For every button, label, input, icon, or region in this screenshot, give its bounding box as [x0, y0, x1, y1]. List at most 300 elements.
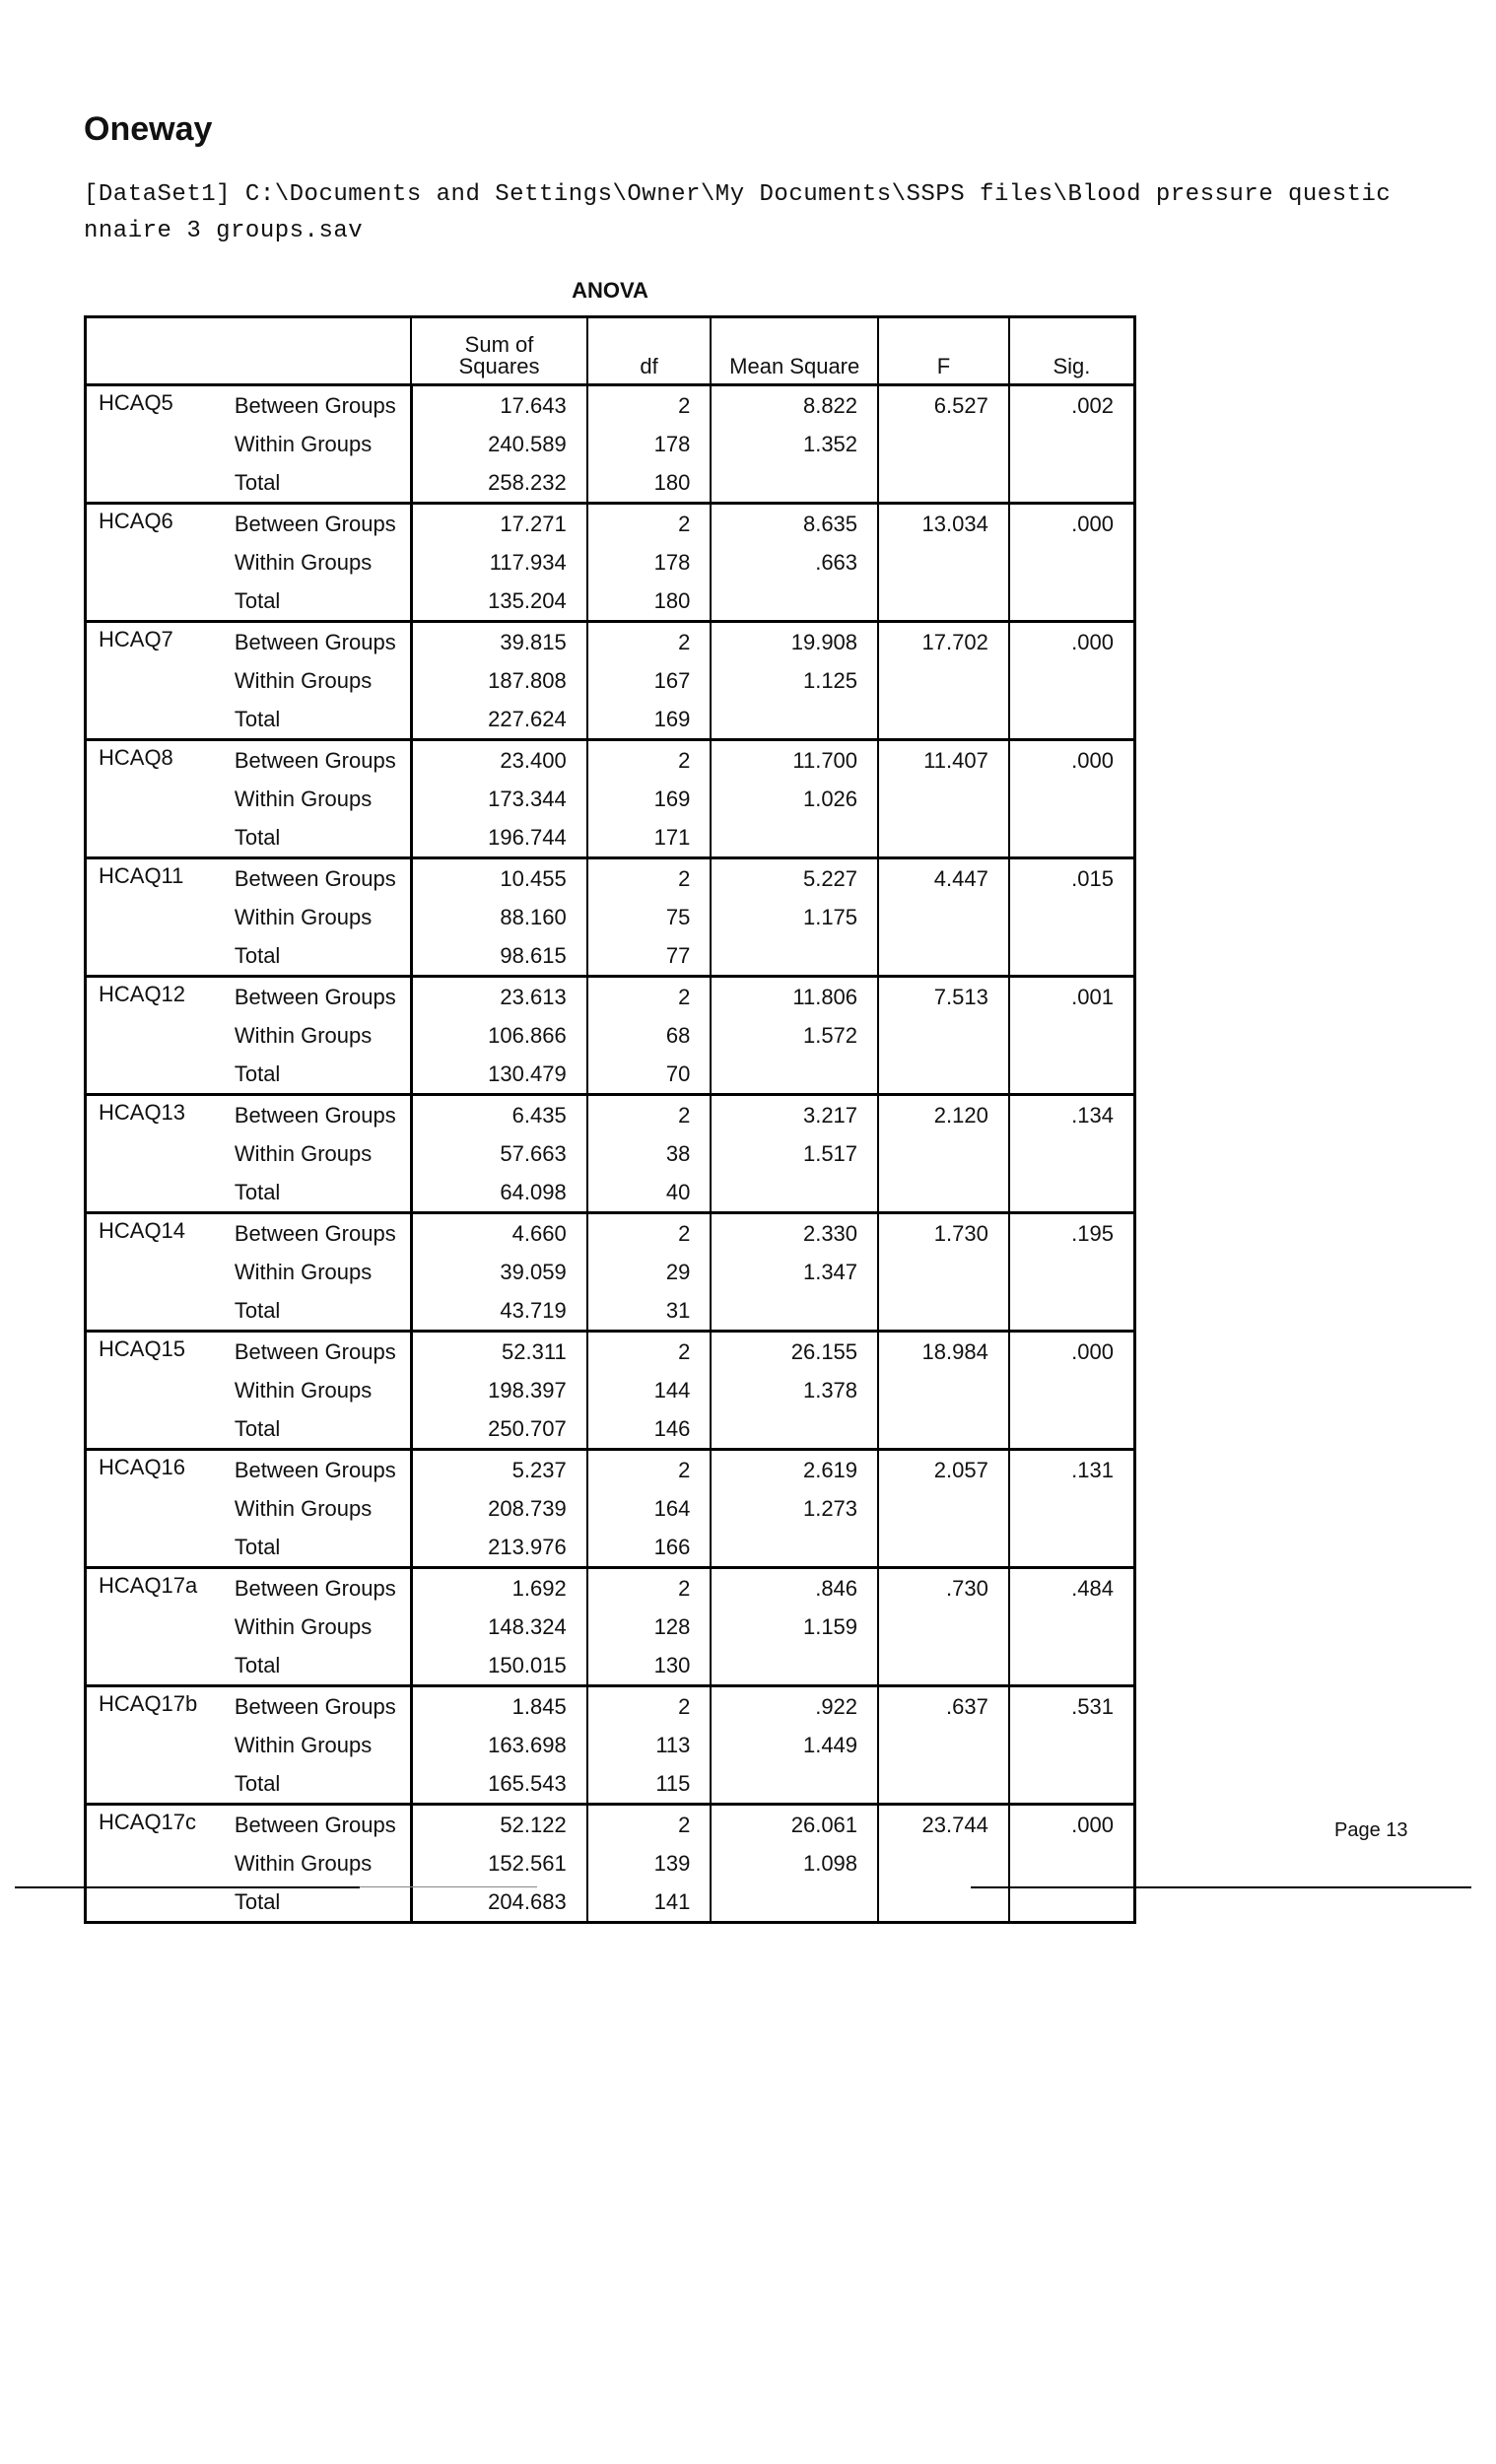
table-row — [86, 1332, 1135, 1372]
cell-f: 2.057 — [878, 1450, 1009, 1490]
cell-variable — [86, 1764, 221, 1805]
cell-f — [878, 582, 1009, 622]
table-row — [86, 700, 1135, 740]
cell-source: Between Groups — [221, 1095, 412, 1135]
cell-sum-of-squares: 173.344 — [411, 780, 586, 818]
cell-variable — [86, 1489, 221, 1528]
cell-f: 4.447 — [878, 858, 1009, 899]
table-header-row — [86, 317, 1135, 385]
cell-mean-square — [711, 818, 878, 858]
cell-variable — [86, 1253, 221, 1291]
cell-variable: HCAQ5 — [86, 385, 221, 426]
cell-source: Within Groups — [221, 1016, 412, 1055]
cell-sig: .000 — [1009, 504, 1135, 544]
cell-variable — [86, 463, 221, 504]
cell-mean-square — [711, 1646, 878, 1686]
cell-sig — [1009, 1489, 1135, 1528]
cell-mean-square: 1.449 — [711, 1726, 878, 1764]
cell-variable — [86, 543, 221, 582]
cell-sum-of-squares: 39.815 — [411, 622, 586, 662]
cell-sig — [1009, 780, 1135, 818]
cell-source: Between Groups — [221, 1332, 412, 1372]
header-sum-of-squares-line1: Sum of — [464, 332, 534, 357]
dataset-path-line-1: [DataSet1] C:\Documents and Settings\Owner\My Documents\SSPS files\Blood pressure questic — [84, 181, 1392, 208]
table-row — [86, 582, 1135, 622]
cell-source: Within Groups — [221, 543, 412, 582]
cell-sum-of-squares: 204.683 — [411, 1882, 586, 1923]
cell-source: Between Groups — [221, 504, 412, 544]
cell-sig — [1009, 818, 1135, 858]
cell-f — [878, 898, 1009, 936]
table-row — [86, 1016, 1135, 1055]
cell-sum-of-squares: 148.324 — [411, 1608, 586, 1646]
cell-df: 169 — [587, 700, 712, 740]
cell-sum-of-squares: 23.400 — [411, 740, 586, 781]
cell-source: Within Groups — [221, 1489, 412, 1528]
cell-sum-of-squares: 98.615 — [411, 936, 586, 977]
cell-variable: HCAQ17b — [86, 1686, 221, 1727]
cell-variable: HCAQ6 — [86, 504, 221, 544]
cell-sum-of-squares: 88.160 — [411, 898, 586, 936]
cell-mean-square: 1.347 — [711, 1253, 878, 1291]
cell-f — [878, 1409, 1009, 1450]
cell-f — [878, 1844, 1009, 1882]
cell-variable: HCAQ11 — [86, 858, 221, 899]
cell-df: 180 — [587, 463, 712, 504]
cell-sum-of-squares: 250.707 — [411, 1409, 586, 1450]
cell-sum-of-squares: 240.589 — [411, 425, 586, 463]
cell-f — [878, 1016, 1009, 1055]
cell-mean-square — [711, 936, 878, 977]
cell-source: Total — [221, 1409, 412, 1450]
cell-f — [878, 818, 1009, 858]
anova-table-title: ANOVA — [572, 278, 648, 303]
cell-mean-square: 1.273 — [711, 1489, 878, 1528]
cell-sum-of-squares: 213.976 — [411, 1528, 586, 1568]
cell-mean-square — [711, 1882, 878, 1923]
table-row — [86, 1686, 1135, 1727]
cell-variable — [86, 1134, 221, 1173]
cell-mean-square: 8.822 — [711, 385, 878, 426]
table-row — [86, 661, 1135, 700]
cell-source: Within Groups — [221, 1134, 412, 1173]
header-stub — [86, 317, 412, 385]
cell-sum-of-squares: 52.122 — [411, 1805, 586, 1845]
cell-variable — [86, 1055, 221, 1095]
dataset-path-line-2: nnaire 3 groups.sav — [84, 218, 364, 244]
cell-df: 2 — [587, 1686, 712, 1727]
cell-sum-of-squares: 165.543 — [411, 1764, 586, 1805]
cell-sum-of-squares: 6.435 — [411, 1095, 586, 1135]
cell-sig — [1009, 1726, 1135, 1764]
cell-sum-of-squares: 17.271 — [411, 504, 586, 544]
header-sig: Sig. — [1009, 317, 1135, 385]
cell-source: Between Groups — [221, 1450, 412, 1490]
cell-variable: HCAQ16 — [86, 1450, 221, 1490]
table-row — [86, 425, 1135, 463]
cell-f — [878, 1134, 1009, 1173]
cell-source: Within Groups — [221, 1726, 412, 1764]
cell-df: 31 — [587, 1291, 712, 1332]
cell-sum-of-squares: 57.663 — [411, 1134, 586, 1173]
cell-mean-square: 26.061 — [711, 1805, 878, 1845]
cell-f — [878, 425, 1009, 463]
cell-sig: .000 — [1009, 1332, 1135, 1372]
cell-sig: .484 — [1009, 1568, 1135, 1608]
table-row — [86, 1134, 1135, 1173]
cell-sig — [1009, 463, 1135, 504]
cell-sum-of-squares: 227.624 — [411, 700, 586, 740]
cell-sig: .001 — [1009, 977, 1135, 1017]
cell-mean-square — [711, 1173, 878, 1213]
table-row — [86, 936, 1135, 977]
anova-table — [84, 315, 1136, 1924]
table-row — [86, 1095, 1135, 1135]
cell-source: Total — [221, 700, 412, 740]
cell-variable — [86, 1409, 221, 1450]
table-row — [86, 1882, 1135, 1923]
table-row — [86, 1173, 1135, 1213]
cell-source: Between Groups — [221, 622, 412, 662]
cell-sum-of-squares: 64.098 — [411, 1173, 586, 1213]
cell-sig — [1009, 1134, 1135, 1173]
cell-f: 11.407 — [878, 740, 1009, 781]
cell-mean-square — [711, 1764, 878, 1805]
cell-sig — [1009, 1291, 1135, 1332]
cell-source: Between Groups — [221, 385, 412, 426]
cell-df: 2 — [587, 1332, 712, 1372]
cell-sum-of-squares: 208.739 — [411, 1489, 586, 1528]
cell-sig: .131 — [1009, 1450, 1135, 1490]
cell-variable: HCAQ17c — [86, 1805, 221, 1845]
cell-variable: HCAQ13 — [86, 1095, 221, 1135]
cell-f: .637 — [878, 1686, 1009, 1727]
cell-df: 146 — [587, 1409, 712, 1450]
cell-sum-of-squares: 17.643 — [411, 385, 586, 426]
cell-mean-square: .846 — [711, 1568, 878, 1608]
cell-f — [878, 1726, 1009, 1764]
cell-f — [878, 1173, 1009, 1213]
cell-mean-square: 1.125 — [711, 661, 878, 700]
table-row — [86, 780, 1135, 818]
cell-sig: .000 — [1009, 1805, 1135, 1845]
cell-sum-of-squares: 198.397 — [411, 1371, 586, 1409]
cell-sig — [1009, 425, 1135, 463]
cell-mean-square: 1.026 — [711, 780, 878, 818]
cell-df: 77 — [587, 936, 712, 977]
cell-sum-of-squares: 152.561 — [411, 1844, 586, 1882]
cell-sum-of-squares: 135.204 — [411, 582, 586, 622]
cell-df: 167 — [587, 661, 712, 700]
cell-sig — [1009, 936, 1135, 977]
cell-f: 13.034 — [878, 504, 1009, 544]
cell-mean-square: 2.619 — [711, 1450, 878, 1490]
cell-f — [878, 1882, 1009, 1923]
cell-variable — [86, 661, 221, 700]
cell-mean-square: 11.700 — [711, 740, 878, 781]
header-sum-of-squares — [411, 317, 586, 385]
cell-df: 68 — [587, 1016, 712, 1055]
cell-variable — [86, 425, 221, 463]
cell-source: Between Groups — [221, 977, 412, 1017]
header-sum-of-squares-line2: Squares — [458, 354, 540, 378]
cell-source: Total — [221, 1528, 412, 1568]
cell-df: 178 — [587, 543, 712, 582]
cell-sig: .002 — [1009, 385, 1135, 426]
table-row — [86, 898, 1135, 936]
cell-f: 2.120 — [878, 1095, 1009, 1135]
cell-f: 6.527 — [878, 385, 1009, 426]
cell-df: 2 — [587, 1450, 712, 1490]
table-row — [86, 622, 1135, 662]
cell-sum-of-squares: 163.698 — [411, 1726, 586, 1764]
cell-sig — [1009, 661, 1135, 700]
cell-source: Total — [221, 582, 412, 622]
cell-sig: .134 — [1009, 1095, 1135, 1135]
cell-f — [878, 1608, 1009, 1646]
cell-variable — [86, 1646, 221, 1686]
cell-mean-square: 8.635 — [711, 504, 878, 544]
table-row — [86, 1805, 1135, 1845]
cell-df: 144 — [587, 1371, 712, 1409]
table-row — [86, 818, 1135, 858]
table-row — [86, 1055, 1135, 1095]
cell-df: 40 — [587, 1173, 712, 1213]
cell-f: 1.730 — [878, 1213, 1009, 1254]
cell-mean-square: 1.572 — [711, 1016, 878, 1055]
cell-sum-of-squares: 52.311 — [411, 1332, 586, 1372]
cell-variable — [86, 780, 221, 818]
cell-f — [878, 936, 1009, 977]
cell-source: Between Groups — [221, 858, 412, 899]
cell-mean-square — [711, 1055, 878, 1095]
header-f: F — [878, 317, 1009, 385]
cell-source: Between Groups — [221, 740, 412, 781]
cell-sum-of-squares: 150.015 — [411, 1646, 586, 1686]
table-row — [86, 1291, 1135, 1332]
cell-f: 7.513 — [878, 977, 1009, 1017]
cell-source: Total — [221, 1646, 412, 1686]
cell-df: 128 — [587, 1608, 712, 1646]
header-df: df — [587, 317, 712, 385]
cell-df: 115 — [587, 1764, 712, 1805]
cell-f: 17.702 — [878, 622, 1009, 662]
cell-df: 171 — [587, 818, 712, 858]
cell-mean-square: 3.217 — [711, 1095, 878, 1135]
anova-table-body — [86, 385, 1135, 1923]
cell-sig — [1009, 1409, 1135, 1450]
cell-variable: HCAQ7 — [86, 622, 221, 662]
cell-sig — [1009, 1882, 1135, 1923]
cell-source: Within Groups — [221, 898, 412, 936]
bottom-rule-left — [15, 1886, 360, 1888]
cell-df: 130 — [587, 1646, 712, 1686]
cell-source: Total — [221, 818, 412, 858]
cell-source: Total — [221, 1882, 412, 1923]
cell-sum-of-squares: 196.744 — [411, 818, 586, 858]
cell-source: Total — [221, 936, 412, 977]
cell-mean-square: 1.378 — [711, 1371, 878, 1409]
cell-sum-of-squares: 1.845 — [411, 1686, 586, 1727]
table-row — [86, 1409, 1135, 1450]
cell-variable: HCAQ15 — [86, 1332, 221, 1372]
cell-sum-of-squares: 43.719 — [411, 1291, 586, 1332]
cell-variable — [86, 936, 221, 977]
page-title: Oneway — [84, 110, 213, 148]
cell-df: 169 — [587, 780, 712, 818]
cell-f — [878, 780, 1009, 818]
cell-variable: HCAQ14 — [86, 1213, 221, 1254]
cell-mean-square: 1.098 — [711, 1844, 878, 1882]
table-row — [86, 1450, 1135, 1490]
cell-variable — [86, 1726, 221, 1764]
cell-variable: HCAQ12 — [86, 977, 221, 1017]
cell-sum-of-squares: 130.479 — [411, 1055, 586, 1095]
cell-df: 2 — [587, 1095, 712, 1135]
cell-df: 166 — [587, 1528, 712, 1568]
table-row — [86, 1608, 1135, 1646]
cell-f — [878, 1528, 1009, 1568]
cell-sig: .000 — [1009, 740, 1135, 781]
cell-mean-square: 1.517 — [711, 1134, 878, 1173]
cell-f — [878, 1489, 1009, 1528]
cell-source: Within Groups — [221, 1608, 412, 1646]
cell-sum-of-squares: 39.059 — [411, 1253, 586, 1291]
cell-source: Within Groups — [221, 1844, 412, 1882]
table-row — [86, 1489, 1135, 1528]
table-row — [86, 463, 1135, 504]
cell-df: 2 — [587, 740, 712, 781]
cell-df: 2 — [587, 622, 712, 662]
cell-mean-square: 1.175 — [711, 898, 878, 936]
cell-df: 164 — [587, 1489, 712, 1528]
cell-sig — [1009, 1528, 1135, 1568]
cell-sig — [1009, 1764, 1135, 1805]
cell-variable — [86, 818, 221, 858]
cell-df: 141 — [587, 1882, 712, 1923]
table-row — [86, 504, 1135, 544]
cell-sig — [1009, 1055, 1135, 1095]
cell-mean-square — [711, 463, 878, 504]
cell-f — [878, 1055, 1009, 1095]
table-row — [86, 385, 1135, 426]
page-number: Page 13 — [1334, 1819, 1408, 1841]
cell-variable — [86, 1844, 221, 1882]
cell-sum-of-squares: 10.455 — [411, 858, 586, 899]
table-row — [86, 1568, 1135, 1608]
cell-sig — [1009, 1608, 1135, 1646]
table-row — [86, 1764, 1135, 1805]
cell-source: Total — [221, 463, 412, 504]
cell-df: 139 — [587, 1844, 712, 1882]
cell-variable: HCAQ17a — [86, 1568, 221, 1608]
cell-mean-square: .922 — [711, 1686, 878, 1727]
cell-df: 178 — [587, 425, 712, 463]
cell-f — [878, 543, 1009, 582]
cell-source: Within Groups — [221, 1253, 412, 1291]
cell-variable — [86, 898, 221, 936]
cell-mean-square: 19.908 — [711, 622, 878, 662]
cell-df: 75 — [587, 898, 712, 936]
cell-mean-square: .663 — [711, 543, 878, 582]
cell-mean-square — [711, 1291, 878, 1332]
cell-source: Total — [221, 1291, 412, 1332]
cell-f — [878, 463, 1009, 504]
cell-mean-square: 11.806 — [711, 977, 878, 1017]
cell-variable — [86, 1371, 221, 1409]
cell-variable: HCAQ8 — [86, 740, 221, 781]
cell-mean-square: 2.330 — [711, 1213, 878, 1254]
cell-sum-of-squares: 106.866 — [411, 1016, 586, 1055]
cell-sig: .531 — [1009, 1686, 1135, 1727]
cell-sig — [1009, 1371, 1135, 1409]
bottom-rule-faint — [360, 1886, 537, 1887]
cell-sum-of-squares: 23.613 — [411, 977, 586, 1017]
cell-sig: .195 — [1009, 1213, 1135, 1254]
cell-source: Total — [221, 1055, 412, 1095]
cell-source: Between Groups — [221, 1805, 412, 1845]
cell-sum-of-squares: 258.232 — [411, 463, 586, 504]
cell-sig — [1009, 1253, 1135, 1291]
cell-sum-of-squares: 4.660 — [411, 1213, 586, 1254]
cell-mean-square — [711, 1409, 878, 1450]
cell-variable — [86, 1173, 221, 1213]
cell-variable — [86, 1016, 221, 1055]
cell-sig — [1009, 1646, 1135, 1686]
cell-mean-square — [711, 582, 878, 622]
cell-source: Within Groups — [221, 780, 412, 818]
cell-variable — [86, 700, 221, 740]
cell-df: 2 — [587, 1568, 712, 1608]
cell-f — [878, 661, 1009, 700]
table-row — [86, 1844, 1135, 1882]
cell-variable — [86, 1608, 221, 1646]
cell-sig — [1009, 898, 1135, 936]
table-row — [86, 1213, 1135, 1254]
cell-f: .730 — [878, 1568, 1009, 1608]
cell-sig — [1009, 543, 1135, 582]
cell-source: Within Groups — [221, 661, 412, 700]
cell-sig — [1009, 1016, 1135, 1055]
cell-source: Between Groups — [221, 1213, 412, 1254]
cell-sig — [1009, 1844, 1135, 1882]
table-row — [86, 1726, 1135, 1764]
cell-variable — [86, 1882, 221, 1923]
header-mean-square: Mean Square — [711, 317, 878, 385]
cell-f — [878, 1646, 1009, 1686]
cell-sum-of-squares: 117.934 — [411, 543, 586, 582]
cell-source: Within Groups — [221, 425, 412, 463]
cell-df: 70 — [587, 1055, 712, 1095]
cell-sig — [1009, 582, 1135, 622]
cell-f — [878, 1253, 1009, 1291]
cell-df: 2 — [587, 1805, 712, 1845]
cell-source: Within Groups — [221, 1371, 412, 1409]
cell-sig — [1009, 700, 1135, 740]
cell-sig: .000 — [1009, 622, 1135, 662]
cell-mean-square — [711, 700, 878, 740]
cell-f — [878, 1291, 1009, 1332]
cell-sum-of-squares: 187.808 — [411, 661, 586, 700]
cell-f — [878, 700, 1009, 740]
cell-df: 29 — [587, 1253, 712, 1291]
cell-source: Total — [221, 1173, 412, 1213]
table-row — [86, 740, 1135, 781]
table-row — [86, 977, 1135, 1017]
cell-df: 2 — [587, 977, 712, 1017]
cell-f — [878, 1764, 1009, 1805]
cell-df: 38 — [587, 1134, 712, 1173]
